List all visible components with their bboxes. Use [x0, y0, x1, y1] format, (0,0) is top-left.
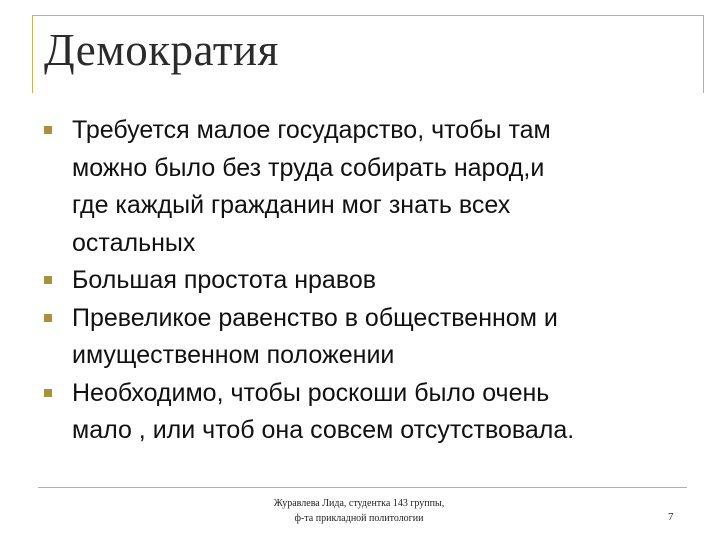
- square-bullet-icon: [44, 314, 52, 322]
- bullet-item: [44, 375, 684, 450]
- footer-author: [228, 496, 490, 526]
- footer-line: Журавлева Лида, студентка 143 группы,: [273, 498, 445, 509]
- square-bullet-icon: [44, 276, 52, 284]
- square-bullet-icon: [44, 126, 52, 134]
- footer-divider-line: [38, 487, 687, 488]
- bullet-line: где каждый гражданин мог знать всех: [72, 191, 511, 219]
- top-border-line: [32, 15, 704, 16]
- bullet-item: [44, 262, 684, 300]
- bullet-list: [44, 112, 684, 450]
- page-number: 7: [668, 511, 674, 523]
- bullet-item: [44, 112, 684, 262]
- square-bullet-icon: [44, 389, 52, 397]
- footer-line: ф-та прикладной политологии: [294, 513, 424, 524]
- slide-title: Демократия: [44, 25, 279, 75]
- bullet-line: имущественном положении: [72, 341, 395, 369]
- bullet-item: [44, 300, 684, 375]
- bullet-line: можно было без труда собирать народ,и: [72, 153, 545, 182]
- bullet-line: Требуется малое государство, чтобы там: [72, 116, 551, 144]
- bullet-line: Необходимо, чтобы роскоши было очень: [72, 378, 550, 407]
- bullet-line: Превеликое равенство в общественном и: [72, 303, 558, 332]
- left-border-line: [32, 15, 33, 93]
- bullet-line: мало , или чтоб она совсем отсутствовала.: [72, 416, 575, 444]
- bullet-line: Большая простота нравов: [72, 266, 377, 294]
- bullet-line: остальных: [72, 228, 196, 257]
- right-border-line: [703, 15, 704, 93]
